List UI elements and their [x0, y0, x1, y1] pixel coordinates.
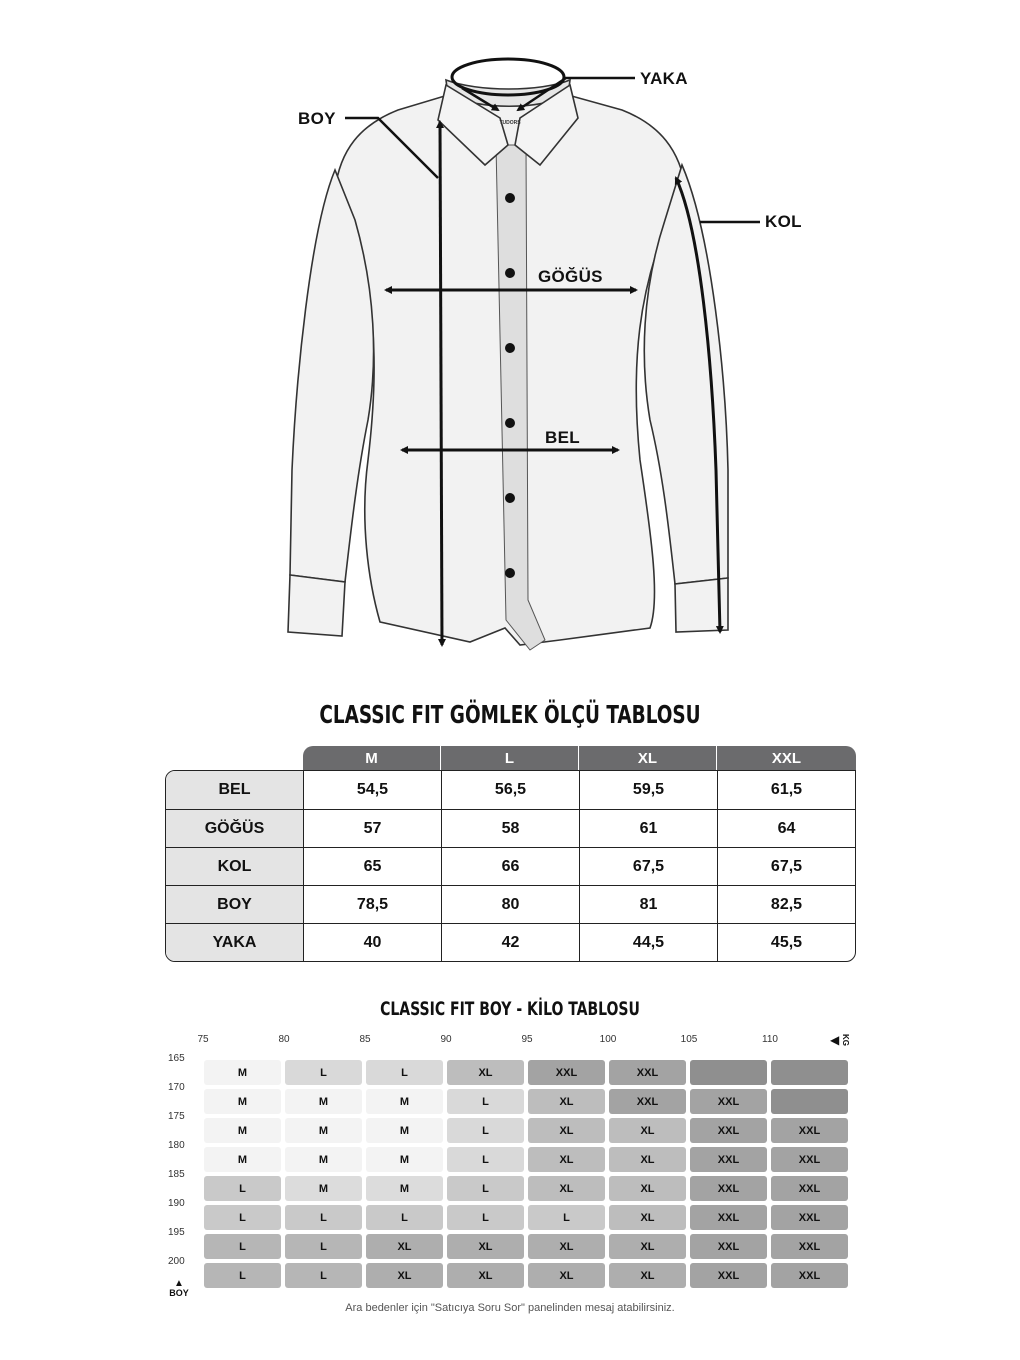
grid-cell: L — [528, 1205, 605, 1230]
table-cell: 59,5 — [580, 771, 718, 809]
grid-cell: XL — [528, 1118, 605, 1143]
size-header-xxl: XXL — [717, 746, 856, 770]
cm-tick-label: 165 — [168, 1053, 185, 1064]
table-cell: 40 — [304, 924, 442, 962]
triangle-left-icon: ◀ — [830, 1033, 840, 1047]
boy-kilo-title: CLASSIC FIT BOY - KİLO TABLOSU — [380, 998, 640, 1020]
table-cell: 54,5 — [304, 771, 442, 809]
grid-cell: XXL — [690, 1176, 767, 1201]
grid-cell: L — [366, 1060, 443, 1085]
grid-cell: M — [285, 1147, 362, 1172]
table-cell: 64 — [777, 820, 796, 837]
grid-cell: XL — [528, 1263, 605, 1288]
cm-tick-label: 185 — [168, 1169, 185, 1180]
size-table-title: CLASSIC FIT GÖMLEK ÖLÇÜ TABLOSU — [319, 700, 701, 729]
grid-cell: XXL — [771, 1263, 848, 1288]
grid-cell: XXL — [771, 1176, 848, 1201]
grid-cell: L — [204, 1205, 281, 1230]
row-label: KOL — [166, 848, 304, 886]
grid-cell: L — [447, 1147, 524, 1172]
grid-cell: M — [285, 1089, 362, 1114]
grid-cell: L — [447, 1118, 524, 1143]
table-cell: 67,5 — [580, 848, 718, 886]
grid-cell: M — [204, 1118, 281, 1143]
cm-axis-label: ▲ BOY — [165, 1280, 193, 1298]
grid-cell: L — [285, 1263, 362, 1288]
grid-cell: L — [285, 1234, 362, 1259]
table-row — [166, 771, 855, 809]
grid-cell: XL — [609, 1263, 686, 1288]
kg-tick-label: 110 — [762, 1034, 778, 1045]
grid-cell: M — [204, 1089, 281, 1114]
grid-cell: M — [204, 1060, 281, 1085]
row-label: GÖĞÜS — [166, 810, 304, 848]
grid-cell: XXL — [609, 1060, 686, 1085]
table-cell: 58 — [442, 810, 580, 848]
kg-tick-label: 85 — [359, 1034, 371, 1045]
size-header-l: L — [441, 746, 578, 770]
boy-measure-line — [440, 122, 442, 645]
cm-tick-label: 195 — [168, 1227, 185, 1238]
grid-cell: XL — [609, 1147, 686, 1172]
grid-cell: XXL — [771, 1147, 848, 1172]
grid-cell: L — [285, 1205, 362, 1230]
grid-cell: L — [285, 1060, 362, 1085]
grid-cell: XXL — [690, 1118, 767, 1143]
size-table — [165, 746, 856, 962]
grid-cell — [771, 1089, 848, 1114]
grid-cell: M — [366, 1118, 443, 1143]
cm-tick-label: 190 — [168, 1198, 185, 1209]
table-row — [166, 923, 855, 962]
cm-tick-label: 180 — [168, 1140, 185, 1151]
grid-cell: L — [204, 1176, 281, 1201]
size-header-m: M — [303, 746, 440, 770]
triangle-up-icon: ▲ — [174, 1278, 184, 1289]
grid-cell: XL — [609, 1234, 686, 1259]
yaka-label: YAKA — [640, 69, 688, 88]
grid-cell: M — [366, 1089, 443, 1114]
kg-tick-label: 90 — [440, 1034, 452, 1045]
grid-cell: XL — [366, 1263, 443, 1288]
grid-cell: M — [285, 1176, 362, 1201]
table-cell: 66 — [442, 848, 580, 886]
row-label: BOY — [166, 886, 304, 924]
grid-cell: XL — [609, 1118, 686, 1143]
table-cell: 82,5 — [770, 896, 803, 913]
grid-cell: M — [285, 1118, 362, 1143]
grid-cell: L — [366, 1205, 443, 1230]
grid-cell: XL — [528, 1234, 605, 1259]
grid-cell: XL — [609, 1205, 686, 1230]
grid-cell: XXL — [609, 1089, 686, 1114]
table-cell: 80 — [442, 886, 580, 924]
shirt-left-cuff — [288, 575, 345, 636]
kg-tick-label: 75 — [197, 1034, 209, 1045]
bel-label: BEL — [545, 428, 580, 447]
grid-cell: L — [447, 1205, 524, 1230]
kg-tick-label: 100 — [599, 1034, 617, 1045]
cm-tick-label: 200 — [168, 1256, 185, 1267]
grid-cell: XXL — [690, 1263, 767, 1288]
grid-cell — [690, 1060, 767, 1085]
table-cell: 61 — [580, 810, 718, 848]
grid-cell: L — [447, 1089, 524, 1114]
footnote: Ara bedenler için "Satıcıya Soru Sor" panelinden mesaj atabilirsiniz. — [345, 1302, 675, 1314]
grid-cell: L — [204, 1263, 281, 1288]
grid-cell: L — [204, 1234, 281, 1259]
grid-cell — [771, 1060, 848, 1085]
table-cell: 44,5 — [580, 924, 718, 962]
grid-cell: M — [204, 1147, 281, 1172]
table-cell: 57 — [304, 810, 442, 848]
cm-tick-label: 170 — [168, 1082, 185, 1093]
table-row — [166, 809, 855, 848]
table-row — [166, 885, 855, 924]
grid-cell: XL — [447, 1234, 524, 1259]
grid-cell: M — [366, 1176, 443, 1201]
table-cell: 61,5 — [770, 781, 803, 798]
row-label: BEL — [166, 771, 304, 809]
grid-cell: XL — [528, 1176, 605, 1201]
grid-cell: XL — [609, 1176, 686, 1201]
grid-cell: XXL — [690, 1147, 767, 1172]
kg-tick-label: 105 — [680, 1034, 698, 1045]
grid-cell: XL — [447, 1263, 524, 1288]
cm-tick-label: 175 — [168, 1111, 185, 1122]
kg-tick-label: 95 — [521, 1034, 533, 1045]
grid-cell: XL — [447, 1060, 524, 1085]
table-cell: 65 — [304, 848, 442, 886]
grid-cell: XL — [528, 1147, 605, 1172]
grid-cell: XXL — [528, 1060, 605, 1085]
grid-cell: M — [366, 1147, 443, 1172]
table-cell: 45,5 — [770, 934, 803, 951]
table-cell: 56,5 — [442, 771, 580, 809]
kg-axis-label: ◀ KG — [830, 1033, 851, 1047]
grid-cell: XXL — [771, 1118, 848, 1143]
boy-kilo-grid — [203, 1059, 851, 1291]
row-label: YAKA — [166, 924, 304, 962]
table-cell: 78,5 — [304, 886, 442, 924]
gogus-label: GÖĞÜS — [538, 267, 603, 286]
grid-cell: L — [447, 1176, 524, 1201]
grid-cell: XL — [528, 1089, 605, 1114]
grid-cell: XXL — [771, 1205, 848, 1230]
table-cell: 42 — [442, 924, 580, 962]
kol-label: KOL — [765, 212, 802, 231]
kg-tick-label: 80 — [278, 1034, 290, 1045]
table-row — [166, 847, 855, 886]
grid-cell: XXL — [771, 1234, 848, 1259]
grid-cell: XXL — [690, 1205, 767, 1230]
boy-label: BOY — [298, 109, 336, 128]
grid-cell: XXL — [690, 1089, 767, 1114]
grid-cell: XXL — [690, 1234, 767, 1259]
grid-cell: XL — [366, 1234, 443, 1259]
size-table-body — [165, 770, 856, 962]
size-header-xl: XL — [579, 746, 716, 770]
brand-tag: TUDORS — [499, 120, 521, 126]
table-cell: 81 — [580, 886, 718, 924]
table-cell: 67,5 — [770, 858, 803, 875]
